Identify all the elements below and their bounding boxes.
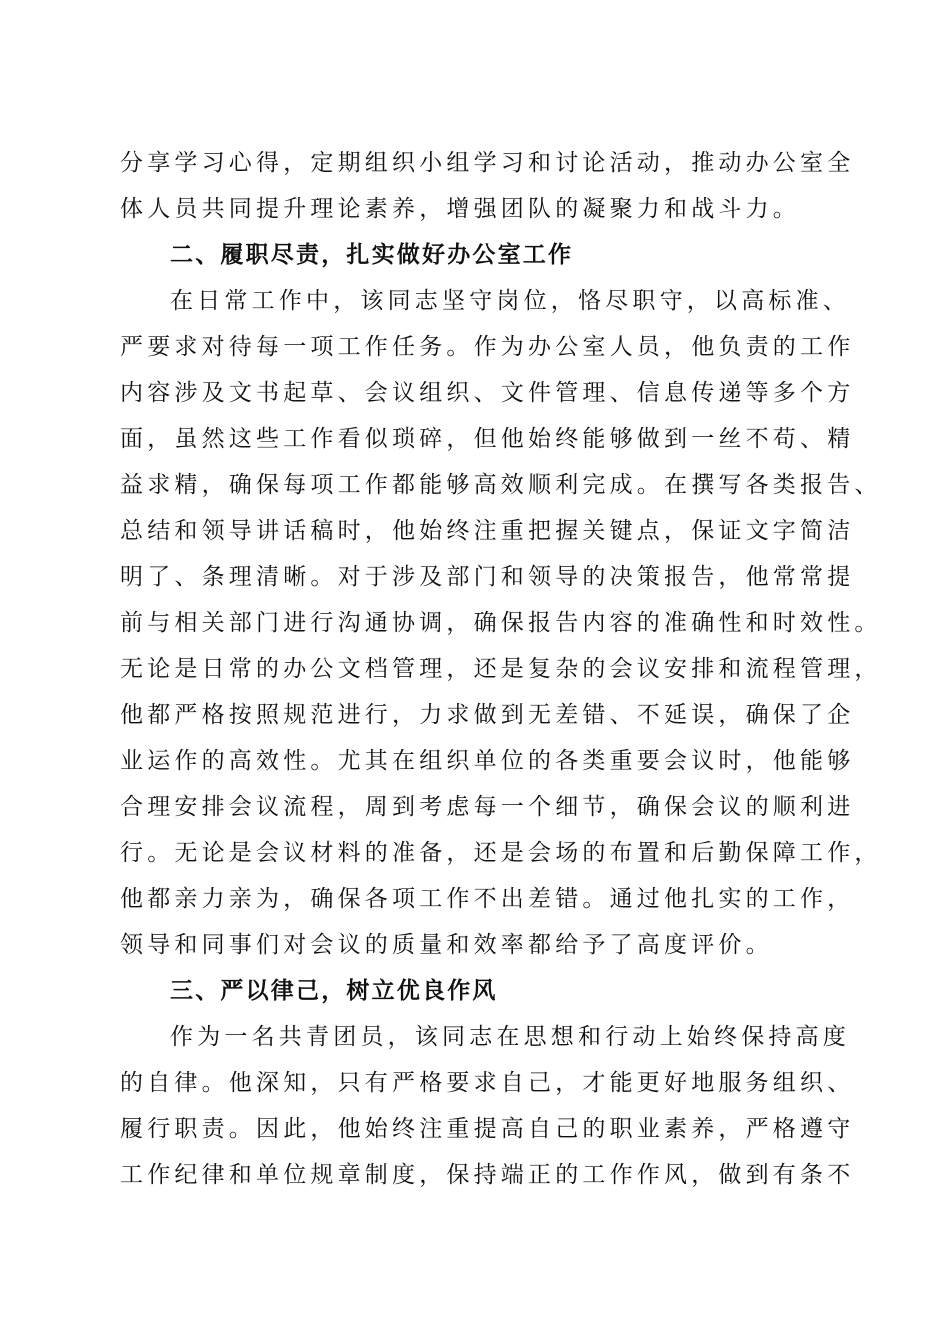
section-heading: 二、履职尽责，扎实做好办公室工作 bbox=[170, 242, 574, 268]
body-line: 分享学习心得，定期组织小组学习和讨论活动，推动办公室全 bbox=[120, 150, 855, 176]
paragraph-first-line: 作为一名共青团员，该同志在思想和行动上始终保持高度 bbox=[170, 1024, 850, 1050]
body-line: 体人员共同提升理论素养，增强团队的凝聚力和战斗力。 bbox=[120, 196, 800, 222]
body-line: 业运作的高效性。尤其在组织单位的各类重要会议时，他能够 bbox=[120, 748, 855, 774]
body-line: 的自律。他深知，只有严格要求自己，才能更好地服务组织、 bbox=[120, 1070, 855, 1096]
body-line: 履行职责。因此，他始终注重提高自己的职业素养，严格遵守 bbox=[120, 1116, 855, 1142]
body-line: 合理安排会议流程，周到考虑每一个细节，确保会议的顺利进 bbox=[120, 794, 855, 820]
paragraph-first-line: 在日常工作中，该同志坚守岗位，恪尽职守，以高标准、 bbox=[170, 288, 850, 314]
body-line: 益求精，确保每项工作都能够高效顺利完成。在撰写各类报告、 bbox=[120, 472, 882, 498]
body-line: 总结和领导讲话稿时，他始终注重把握关键点，保证文字简洁 bbox=[120, 518, 855, 544]
body-line: 面，虽然这些工作看似琐碎，但他始终能够做到一丝不苟、精 bbox=[120, 426, 855, 452]
body-line: 领导和同事们对会议的质量和效率都给予了高度评价。 bbox=[120, 932, 773, 958]
body-line: 行。无论是会议材料的准备，还是会场的布置和后勤保障工作， bbox=[120, 840, 882, 866]
section-heading: 三、严以律己，树立优良作风 bbox=[170, 978, 498, 1004]
body-line: 明了、条理清晰。对于涉及部门和领导的决策报告，他常常提 bbox=[120, 564, 855, 590]
body-line: 无论是日常的办公文档管理，还是复杂的会议安排和流程管理， bbox=[120, 656, 882, 682]
body-line: 严要求对待每一项工作任务。作为办公室人员，他负责的工作 bbox=[120, 334, 855, 360]
body-line: 工作纪律和单位规章制度，保持端正的工作作风，做到有条不 bbox=[120, 1162, 855, 1188]
body-line: 内容涉及文书起草、会议组织、文件管理、信息传递等多个方 bbox=[120, 380, 855, 406]
document-body bbox=[120, 140, 882, 1198]
body-line: 前与相关部门进行沟通协调，确保报告内容的准确性和时效性。 bbox=[120, 610, 882, 636]
body-line: 他都严格按照规范进行，力求做到无差错、不延误，确保了企 bbox=[120, 702, 855, 728]
body-line: 他都亲力亲为，确保各项工作不出差错。通过他扎实的工作， bbox=[120, 886, 855, 912]
